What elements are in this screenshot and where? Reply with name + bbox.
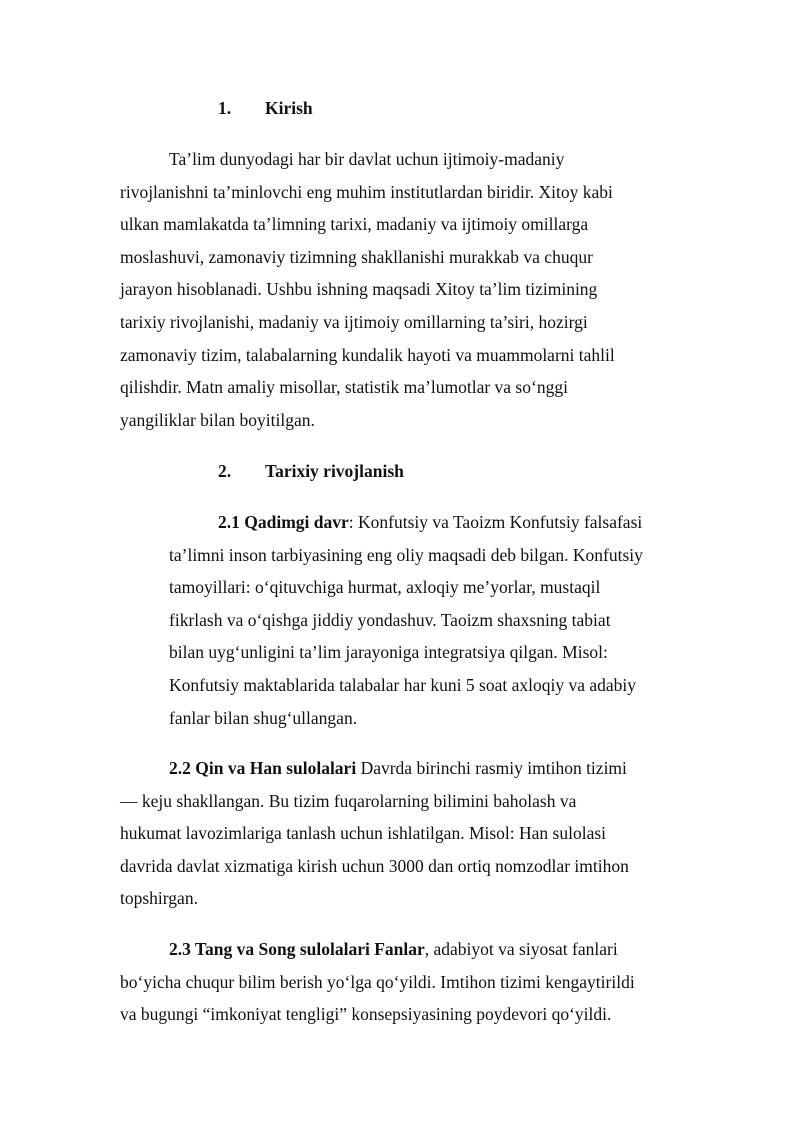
subheading-2-2: 2.2 Qin va Han sulolalari [169,758,357,778]
heading-number: 1. [218,98,232,118]
text-line: topshirgan. [120,888,198,909]
paragraph-kirish [120,143,615,436]
text-run: Davrda birinchi rasmiy imtihon tizimi [356,758,627,778]
heading-title: Tarixiy rivojlanish [265,461,404,481]
text-line: Ta’lim dunyodagi har bir davlat uchun ijtimoiy-madaniy [169,149,565,169]
text-line: — keju shakllangan. Bu tizim fuqarolarning bilimini baholash va [120,790,577,811]
text-line [169,506,643,539]
text-line: zamonaviy tizim, talabalarning kundalik hayoti va muammolarni tahlil [120,344,615,365]
text-line: ta’limni inson tarbiyasining eng oliy maqsadi deb bilgan. Konfutsiy [169,544,643,565]
text-line [120,933,635,966]
paragraph-2-2 [120,752,629,915]
heading-tarixiy [218,460,404,482]
text-line: qilishdir. Matn amaliy misollar, statistik ma’lumotlar va so‘nggi [120,377,568,398]
text-line: Konfutsiy maktablarida talabalar har kuni 5 soat axloqiy va adabiy [169,674,637,695]
text-line: hukumat lavozimlariga tanlash uchun ishlatilgan. Misol: Han sulolasi [120,823,607,844]
heading-number: 2. [218,461,232,481]
text-line: moslashuvi, zamonaviy tizimning shakllanishi murakkab va chuqur [120,246,593,267]
paragraph-2-1 [169,506,643,734]
text-line: va bugungi “imkoniyat tengligi” konsepsiyasining poydevori qo‘yildi. [120,1004,612,1025]
text-line [120,752,629,785]
text-run: : Konfutsiy va Taoizm Konfutsiy falsafasi [348,512,643,532]
heading-kirish [218,97,313,119]
text-run: , adabiyot va siyosat fanlari [424,939,618,959]
subheading-2-1: 2.1 Qadimgi davr [218,512,349,532]
text-line: rivojlanishni ta’minlovchi eng muhim institutlardan biridir. Xitoy kabi [120,181,613,202]
paragraph-2-3 [120,933,635,1031]
text-line: tarixiy rivojlanishi, madaniy va ijtimoiy omillarning ta’siri, hozirgi [120,311,588,332]
text-line: fanlar bilan shug‘ullangan. [169,707,358,728]
subheading-2-3: 2.3 Tang va Song sulolalari Fanlar [169,939,425,959]
text-line: fikrlash va o‘qishga jiddiy yondashuv. Taoizm shaxsning tabiat [169,609,611,630]
text-line: jarayon hisoblanadi. Ushbu ishning maqsadi Xitoy ta’lim tizimining [120,279,598,300]
text-line: bilan uyg‘unligini ta’lim jarayoniga integratsiya qilgan. Misol: [169,642,608,663]
text-line: bo‘yicha chuqur bilim berish yo‘lga qo‘yildi. Imtihon tizimi kengaytirildi [120,971,635,992]
heading-title: Kirish [265,98,313,118]
text-line: davrida davlat xizmatiga kirish uchun 3000 dan ortiq nomzodlar imtihon [120,855,629,876]
text-line: yangiliklar bilan boyitilgan. [120,409,315,430]
text-line: ulkan mamlakatda ta’limning tarixi, madaniy va ijtimoiy omillarga [120,214,589,235]
text-line: tamoyillari: o‘qituvchiga hurmat, axloqiy me’yorlar, mustaqil [169,577,601,598]
